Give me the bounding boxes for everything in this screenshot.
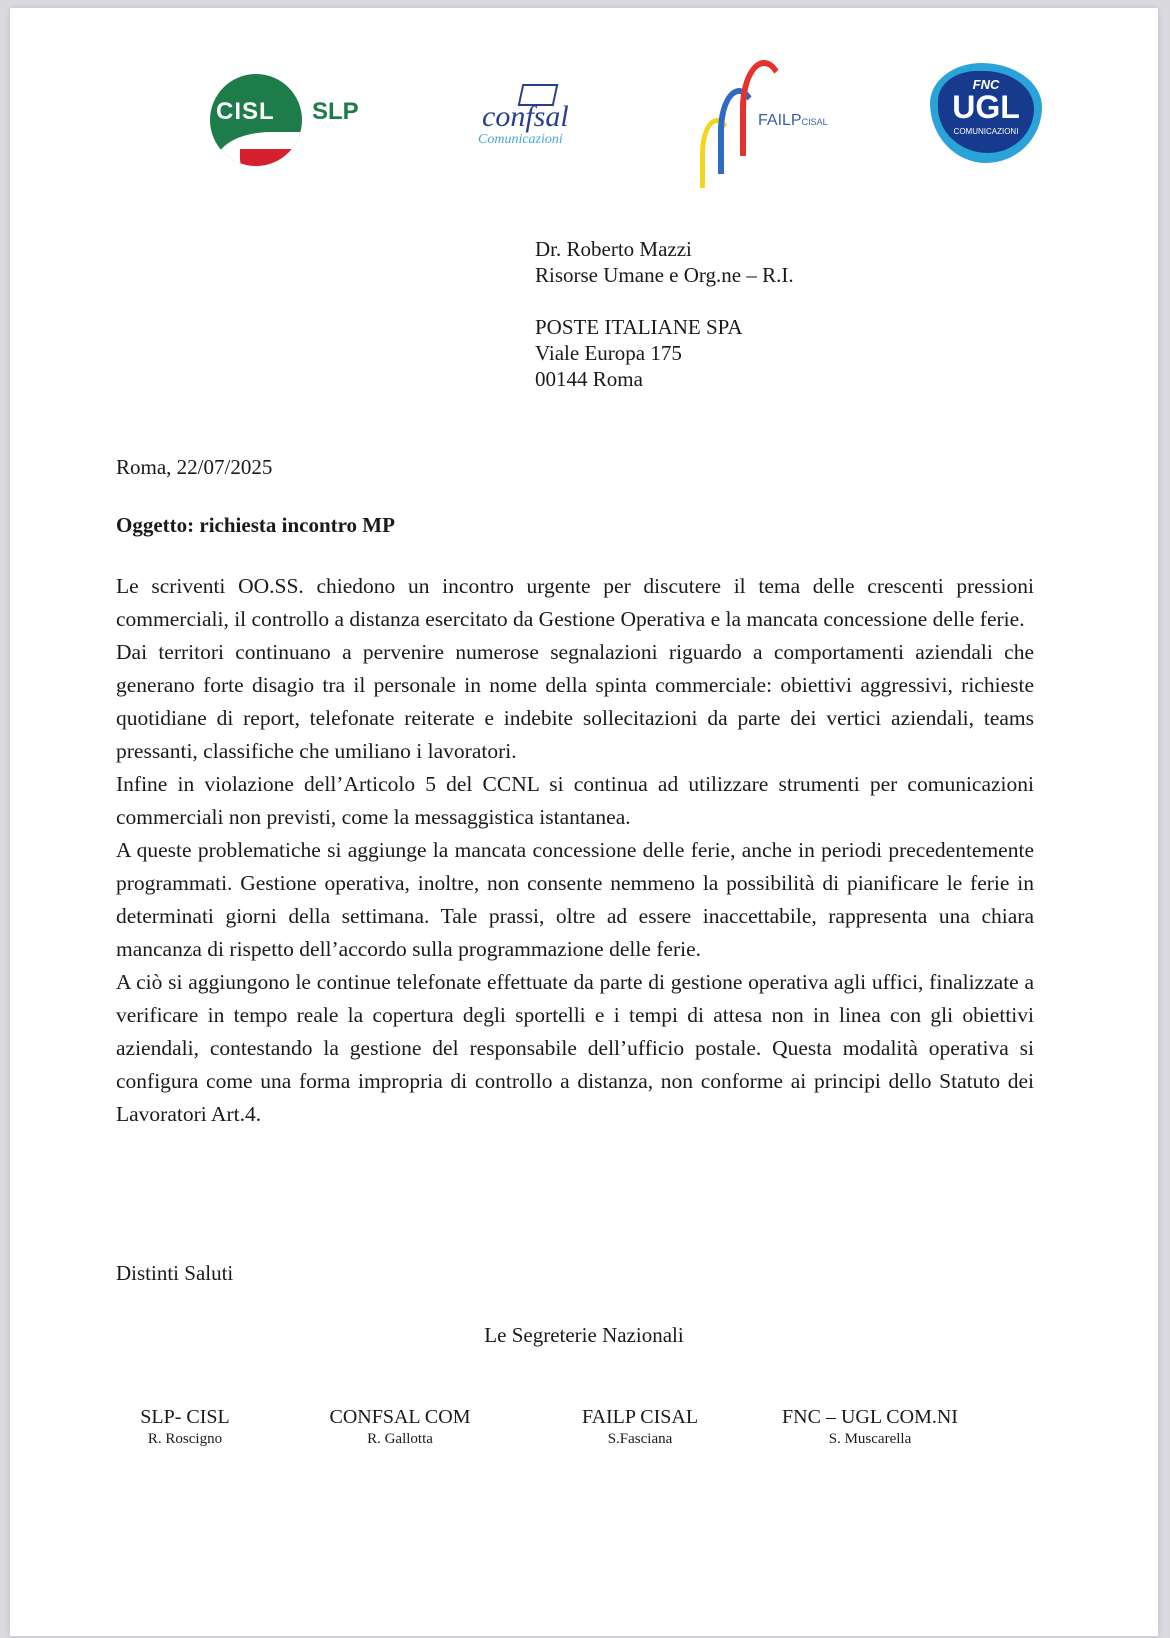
failp-logo-text: FAILPCISAL bbox=[758, 112, 828, 129]
recipient-company: POSTE ITALIANE SPA bbox=[535, 315, 743, 339]
recipient-address bbox=[535, 236, 794, 392]
recipient-name: Dr. Roberto Mazzi bbox=[535, 237, 692, 261]
red-arc-icon bbox=[740, 60, 788, 156]
letter-page bbox=[10, 8, 1158, 1636]
signer-name: S. Muscarella bbox=[828, 1431, 912, 1447]
date-line: Roma, 22/07/2025 bbox=[116, 455, 273, 479]
signer-org: SLP- CISL bbox=[140, 1406, 230, 1428]
ugl-sub-text: COMUNICAZIONI bbox=[953, 127, 1019, 136]
cisl-slp-logo bbox=[200, 68, 370, 178]
signers-title: Le Segreterie Nazionali bbox=[484, 1323, 684, 1347]
failp-logo bbox=[700, 60, 850, 185]
letter-body bbox=[116, 570, 1034, 1131]
signer-org: FNC – UGL COM.NI bbox=[782, 1406, 958, 1428]
confsal-logo bbox=[460, 80, 605, 160]
body-paragraph: Le scriventi OO.SS. chiedono un incontro urgente per discutere il tema delle crescenti pressioni commerciali, il controllo a distanza esercitato da Gestione Operativa e la mancata concessione delle ferie. bbox=[116, 574, 1034, 631]
closing-salutation: Distinti Saluti bbox=[116, 1261, 234, 1285]
ugl-main-text: UGL bbox=[952, 89, 1020, 125]
confsal-logo-subtext: Comunicazioni bbox=[478, 132, 563, 147]
signer-name: R. Gallotta bbox=[367, 1431, 433, 1447]
signer-ugl bbox=[760, 1406, 980, 1448]
ugl-fnc-text: FNC bbox=[972, 77, 1000, 92]
body-paragraph: A ciò si aggiungono le continue telefonate effettuate da parte di gestione operativa agli uffici, finalizzate a verificare in tempo reale la copertura degli sportelli e i tempi di attesa non in linea con gli obiettivi aziendali, contestando la gestione del responsabile dell’ufficio postale. Questa modalità operativa si configura come una forma impropria di controllo a distanza, non conforme ai principi dello Statuto dei Lavoratori Art.4. bbox=[116, 970, 1034, 1126]
body-paragraph: Dai territori continuano a pervenire numerose segnalazioni riguardo a comportamenti aziendali che generano forte disagio tra il personale in nome della spinta commerciale: obiettivi aggressivi, richieste quotidiane di report, telefonate reiterate e indebite sollecitazioni da parte dei vertici aziendali, teams pressanti, classifiche che umiliano i lavoratori. bbox=[116, 640, 1034, 763]
signer-name: S.Fasciana bbox=[607, 1431, 673, 1447]
subject-line: Oggetto: richiesta incontro MP bbox=[116, 513, 395, 537]
recipient-street: Viale Europa 175 bbox=[535, 341, 682, 365]
ugl-logo bbox=[930, 63, 1042, 163]
signer-org: CONFSAL COM bbox=[329, 1406, 471, 1428]
signer-confsal bbox=[300, 1406, 500, 1448]
slp-logo-text: SLP bbox=[312, 98, 359, 125]
body-paragraph: A queste problematiche si aggiunge la mancata concessione delle ferie, anche in periodi precedentemente programmati. Gestione operativa, inoltre, non consente nemmeno la possibilità di pianificare le ferie in determinati giorni della settimana. Tale prassi, oltre ad essere inaccettabile, rappresenta una chiara mancanza di rispetto dell’accordo sulla programmazione delle ferie. bbox=[116, 838, 1034, 961]
confsal-logo-text: confsal bbox=[482, 100, 569, 133]
signer-name: R. Roscigno bbox=[147, 1431, 223, 1447]
signer-failp bbox=[550, 1406, 730, 1448]
recipient-department: Risorse Umane e Org.ne – R.I. bbox=[535, 263, 794, 287]
cisl-logo-text: CISL bbox=[216, 98, 275, 125]
signer-slp-cisl bbox=[110, 1406, 260, 1448]
logo-header bbox=[10, 8, 1158, 208]
body-paragraph: Infine in violazione dell’Articolo 5 del CCNL si continua ad utilizzare strumenti per comunicazioni commerciali non previsti, come la messaggistica istantanea. bbox=[116, 772, 1034, 829]
signer-org: FAILP CISAL bbox=[581, 1406, 699, 1428]
recipient-city: 00144 Roma bbox=[535, 367, 643, 391]
